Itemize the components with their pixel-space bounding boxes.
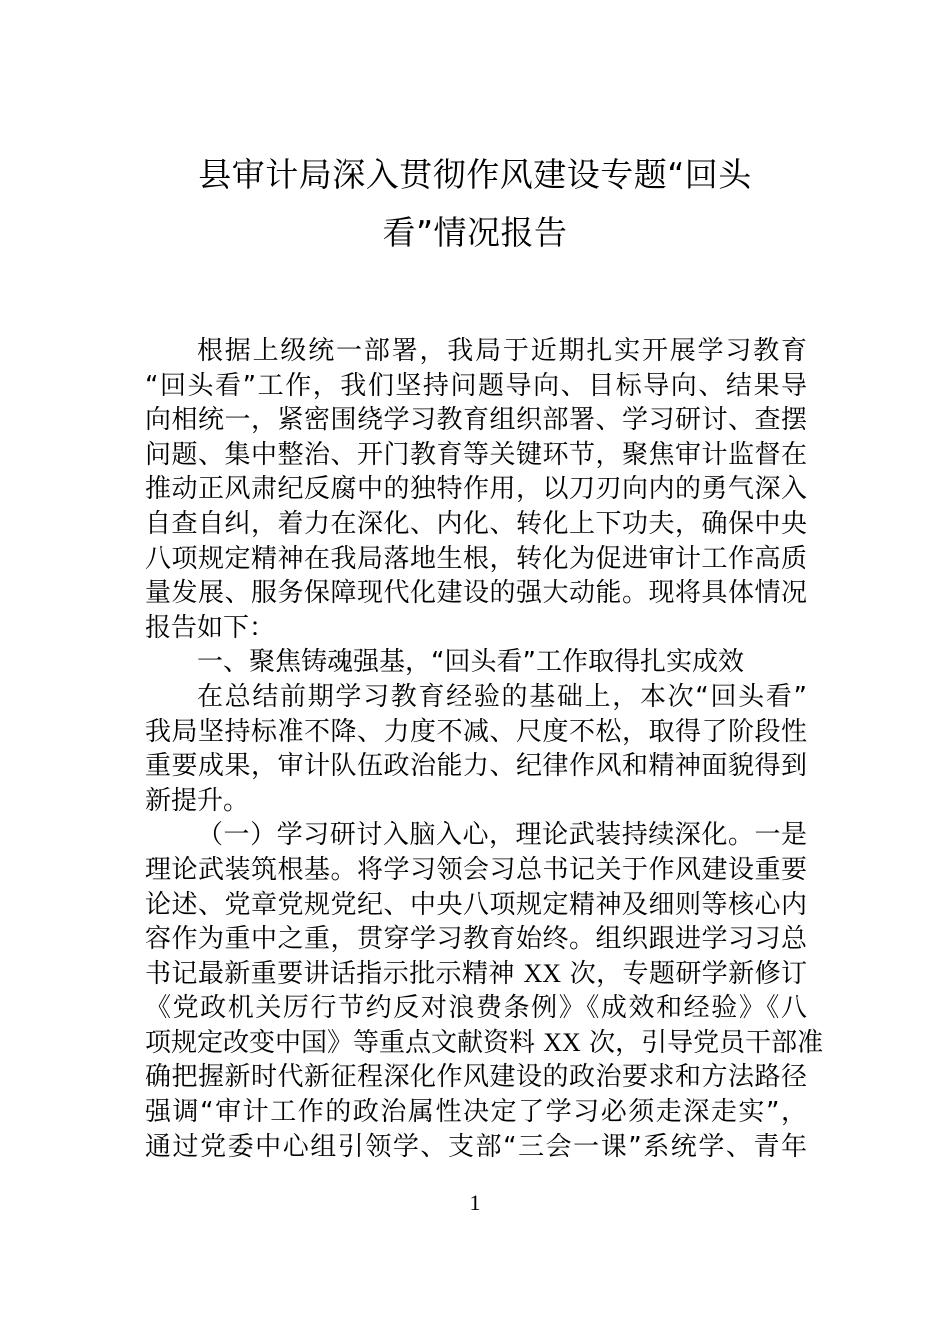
body-text-line: 根据上级统一部署，我局于近期扎实开展学习教育 xyxy=(197,336,807,366)
title-line-2: 看”情况报告 xyxy=(382,213,568,252)
body-text-line: 容作为重中之重，贯穿学习教育始终。组织跟进学习习总 xyxy=(145,924,807,955)
body-text-line: 我局坚持标准不降、力度不减、尺度不松，取得了阶段性 xyxy=(145,716,807,747)
body-text-line: 报告如下： xyxy=(145,612,276,643)
body-text-line: 推动正风肃纪反腐中的独特作用，以刀刃向内的勇气深入 xyxy=(145,474,807,505)
body-text-line: 在总结前期学习教育经验的基础上，本次“回头看” xyxy=(197,681,807,712)
body-text-line: 理论武装筑根基。将学习领会习总书记关于作风建设重要 xyxy=(145,854,807,885)
body-text-line: 一、聚焦铸魂强基，“回头看”工作取得扎实成效 xyxy=(197,647,744,678)
page-number: 1 xyxy=(469,1190,481,1215)
placeholder-count: XX xyxy=(523,958,562,988)
document-title xyxy=(145,146,805,262)
placeholder-count: XX xyxy=(543,1027,581,1057)
body-text-line: 量发展、服务保障现代化建设的强大动能。现将具体情况 xyxy=(145,578,807,609)
body-text-line: 向相统一，紧密围绕学习教育组织部署、学习研讨、查摆 xyxy=(145,405,807,436)
document-body xyxy=(145,334,824,1164)
body-text-line: 《党政机关厉行节约反对浪费条例》《成效和经验》《八 xyxy=(145,993,807,1024)
body-text-line: 重要成果，审计队伍政治能力、纪律作风和精神面貌得到 xyxy=(145,751,807,782)
body-text-line: 八项规定精神在我局落地生根，转化为促进审计工作高质 xyxy=(145,543,807,574)
body-text-line: 通过党委中心组引领学、支部“三会一课”系统学、青年 xyxy=(145,1131,807,1162)
body-text-line: 项规定改变中国》等重点文献资料 XX 次，引导党员干部准 xyxy=(145,1027,824,1058)
body-text-line: 确把握新时代新征程深化作风建设的政治要求和方法路径 xyxy=(145,1062,807,1093)
title-line-1: 县审计局深入贯彻作风建设专题“回头 xyxy=(198,155,752,194)
body-text-line: “回头看”工作，我们坚持问题导向、目标导向、结果导 xyxy=(145,370,807,401)
body-text-line: 书记最新重要讲话指示批示精神 XX 次，专题研学新修订 xyxy=(145,958,808,989)
body-text-line: （一）学习研讨入脑入心，理论武装持续深化。一是 xyxy=(197,820,807,851)
body-text-line: 论述、党章党规党纪、中央八项规定精神及细则等核心内 xyxy=(145,889,807,920)
body-text-line: 问题、集中整治、开门教育等关键环节，聚焦审计监督在 xyxy=(145,439,807,470)
body-text-line: 强调“审计工作的政治属性决定了学习必须走深走实”， xyxy=(145,1097,807,1128)
body-text-line: 自查自纠，着力在深化、内化、转化上下功夫，确保中央 xyxy=(145,508,807,539)
body-text-line: 新提升。 xyxy=(145,785,250,816)
